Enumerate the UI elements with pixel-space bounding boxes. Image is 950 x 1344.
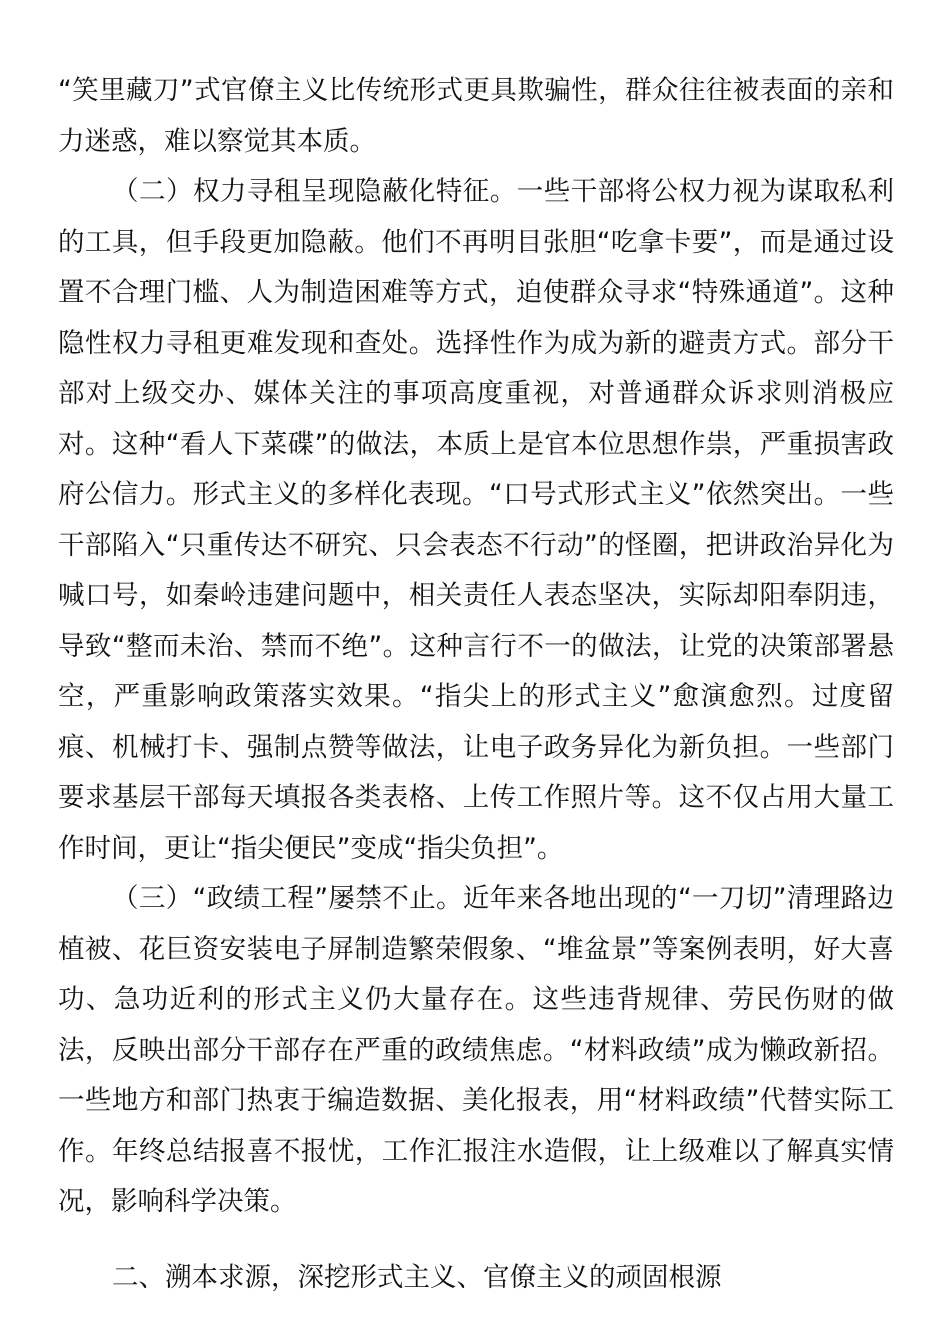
section-heading: 二、溯本求源，深挖形式主义、官僚主义的顽固根源 [112,1261,722,1293]
paragraph-power-rent-seeking: （二）权力寻租呈现隐蔽化特征。一些干部将公权力视为谋取私利的工具，但手段更加隐蔽。他们不再明目张胆“吃拿卡要”，而是通过设置不合理门槛、人为制造困难等方式，迫使群众寻求“特殊通道”。这种隐性权力寻租更难发现和查处。选择性作为成为新的避责方式。部分干部对上级交办、媒体关注的事项高度重视，对普通群众诉求则消极应对。这种“看人下菜碟”的做法，本质上是官本位思想作祟，严重损害政府公信力。形式主义的多样化表现。“口号式形式主义”依然突出。一些干部陷入“只重传达不研究、只会表态不行动”的怪圈，把讲政治异化为喊口号，如秦岭违建问题中，相关责任人表态坚决，实际却阳奉阴违，导致“整而未治、禁而不绝”。这种言行不一的做法，让党的决策部署悬空，严重影响政策落实效果。“指尖上的形式主义”愈演愈烈。过度留痕、机械打卡、强制点赞等做法，让电子政务异化为新负担。一些部门要求基层干部每天填报各类表格、上传工作照片等。这不仅占用大量工作时间，更让“指尖便民”变成“指尖负担”。 [58,176,894,864]
paragraph-vanity-projects: （三）“政绩工程”屡禁不止。近年来各地出现的“一刀切”清理路边植被、花巨资安装电子屏制造繁荣假象、“堆盆景”等案例表明，好大喜功、急功近利的形式主义仍大量存在。这些违背规律、劳民伤财的做法，反映出部分干部存在严重的政绩焦虑。“材料政绩”成为懒政新招。一些地方和部门热衷于编造数据、美化报表，用“材料政绩”代替实际工作。年终总结报喜不报忧，工作汇报注水造假，让上级难以了解真实情况，影响科学决策。 [58,883,894,1217]
paragraph-continuation: “笑里藏刀”式官僚主义比传统形式更具欺骗性，群众往往被表面的亲和力迷惑，难以察觉其本质。 [58,75,894,157]
document-page [58,66,894,1303]
